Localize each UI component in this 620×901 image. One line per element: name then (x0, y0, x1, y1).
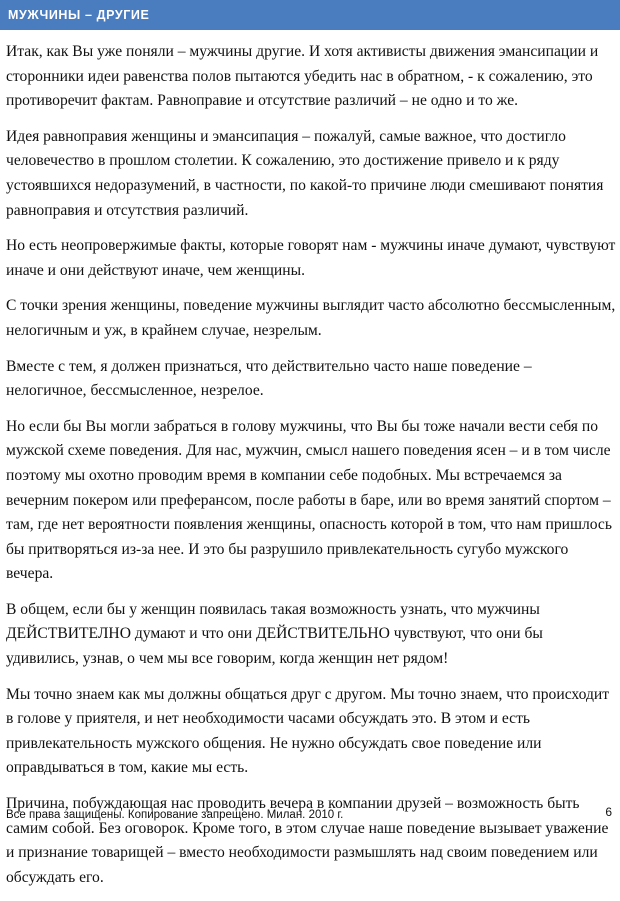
page-number: 6 (605, 805, 612, 819)
paragraph: Итак, как Вы уже поняли – мужчины другие. И хотя активисты движения эмансипации и сторонники идеи равенства полов пытаются убедить нас в обратном, - к сожалению, это противоречит фактам. Равноправие и отсутствие различий – не одно и то же. (6, 43, 599, 110)
paragraph: Но если бы Вы могли забраться в голову мужчины, что Вы бы тоже начали вести себя по мужской схеме поведения. Для нас, мужчин, смысл нашего поведения ясен – и в том числе поэтому мы охотно проводим время в компании себе подобных. Мы встречаемся за вечерним покером или преферансом, после работы в баре, или во время занятий спортом – там, где нет вероятности появления женщины, опасность которой в том, что нам пришлось бы притворяться из-за нее. И это бы разрушило привлекательность сугубо мужского вечера. (6, 417, 612, 583)
footer-copyright: Все права защищены. Копирование запрещено. Милан. 2010 г. (6, 809, 344, 821)
paragraph: Причина, побуждающая нас проводить вечера в компании друзей – возможность быть самим собой. Без оговорок. Кроме того, в этом случае наше поведение вызывает уважение и признание товарищей – вместо необходимости размышлять над своим поведением или обсуждать его. (6, 795, 609, 886)
paragraph: Но есть неопровержимые факты, которые говорят нам - мужчины иначе думают, чувствуют иначе и они действуют иначе, чем женщины. (6, 237, 616, 279)
paragraph: Мы точно знаем как мы должны общаться друг с другом. Мы точно знаем, что происходит в голове у приятеля, и нет необходимости часами обсуждать это. В этом и есть привлекательность мужского общения. Не нужно обсуждать свое поведение или оправдываться в том, какие мы есть. (6, 685, 610, 777)
document-body (6, 40, 616, 901)
paragraph: С точки зрения женщины, поведение мужчины выглядит часто абсолютно бессмысленным, нелогичным и уж, в крайнем случае, незрелым. (6, 297, 616, 339)
paragraph: Идея равноправия женщины и эмансипация – пожалуй, самые важное, что достигло человечество в прошлом столетии. К сожалению, это достижение привело и к ряду устоявшихся недоразумений, в частности, по какой-то причине люди смешивают понятия равноправия и отсутствия различий. (6, 127, 604, 219)
section-title: МУЖЧИНЫ – ДРУГИЕ (8, 8, 150, 22)
paragraph: Вместе с тем, я должен признаться, что действительно часто наше поведение – нелогичное, бессмысленное, незрелое. (6, 357, 532, 400)
section-header-bar (0, 0, 620, 30)
paragraph: В общем, если бы у женщин появилась такая возможность узнать, что мужчины ДЕЙСТВИТЕЛНО думают и что они ДЕЙСТВИТЕЛЬНО чувствуют, что они бы удивились, узнав, о чем мы все говорим, когда женщин нет рядом! (6, 600, 543, 668)
